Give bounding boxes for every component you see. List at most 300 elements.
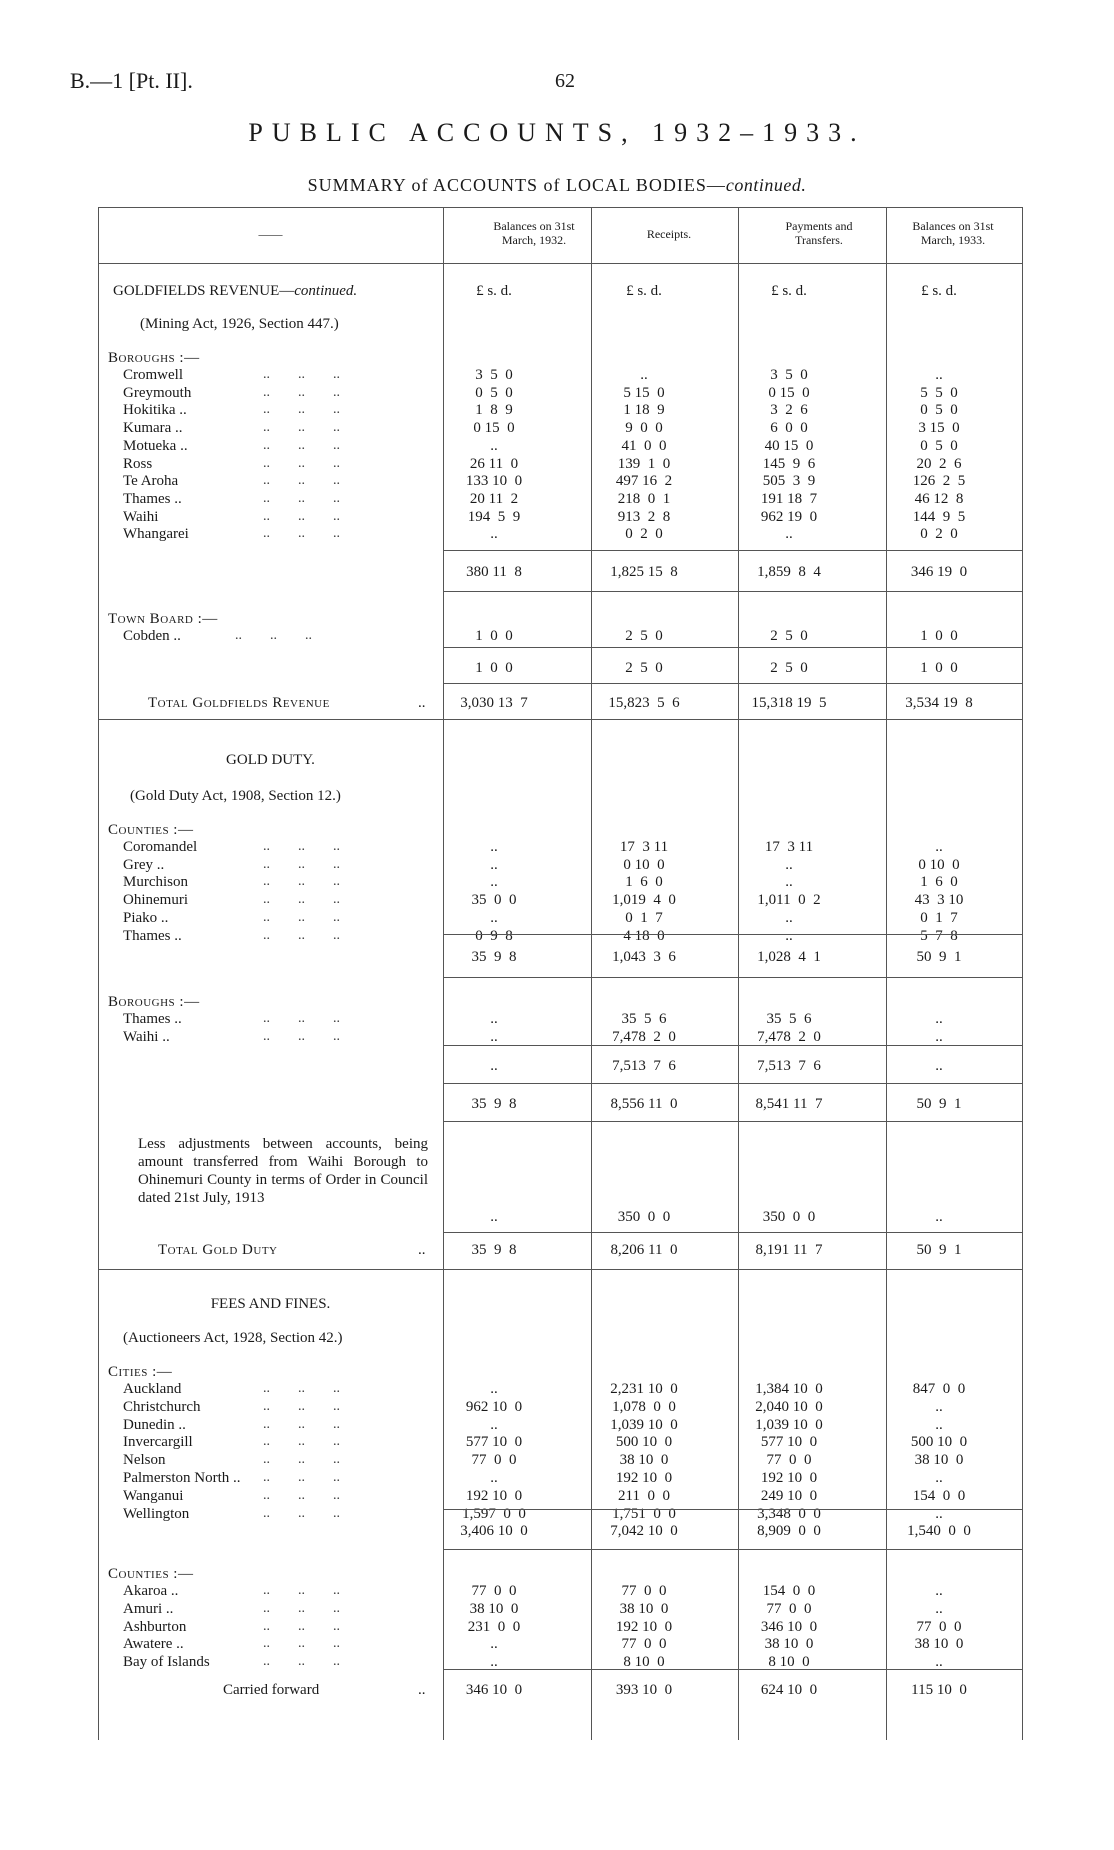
cell-c1: .. [490, 1028, 498, 1045]
cell-c2: 500 10 0 [615, 1434, 673, 1451]
cell-c1: .. [490, 1636, 498, 1653]
cell-c2: 1,751 0 0 [612, 1505, 676, 1522]
unit-label: £ s. d. [771, 283, 807, 299]
cell-c3: 7,478 2 0 [757, 1028, 821, 1045]
subtotal-c3: 1,859 8 4 [757, 564, 821, 580]
total-row [98, 694, 1023, 712]
row-name: Bay of Islands [123, 1654, 210, 1671]
table-row [98, 1451, 1023, 1469]
cell-c1: 133 10 0 [465, 473, 523, 490]
cell-c2: 9 0 0 [625, 420, 663, 437]
cell-c1: 231 0 0 [467, 1618, 521, 1635]
subtotal-row [98, 1057, 1023, 1075]
gold-duty-counties-label: Counties :— [108, 822, 194, 838]
total-c4: 3,534 19 8 [905, 695, 973, 711]
cell-c1: .. [490, 874, 498, 891]
cell-c3: 3 5 0 [770, 367, 808, 383]
cell-c1: 0 5 0 [475, 384, 513, 401]
table-row [98, 1582, 1023, 1600]
cell-c2: 1 18 9 [623, 402, 665, 419]
cell-c3: .. [785, 856, 793, 873]
cell-c4: 0 2 0 [920, 526, 958, 543]
cell-c2: 38 10 0 [619, 1452, 669, 1469]
cell-c4: .. [935, 839, 943, 855]
total-row [98, 1241, 1023, 1259]
cell-c2: 139 1 0 [617, 455, 671, 472]
cell-c1: 1,597 0 0 [462, 1505, 526, 1522]
cell-c2: 192 10 0 [615, 1470, 673, 1486]
cell-c3: 77 0 0 [766, 1452, 812, 1469]
table-row [98, 1010, 1023, 1028]
subtotal-c2: 2 5 0 [625, 660, 663, 676]
cell-c4: .. [935, 1654, 943, 1671]
row-name: Awatere .. [123, 1636, 184, 1653]
cell-c3: 505 3 9 [762, 473, 816, 490]
cell-c4: 154 0 0 [912, 1487, 966, 1504]
leader-dots: .. .. .. [228, 927, 340, 943]
cell-c3: 0 15 0 [768, 384, 810, 401]
leader-dots: .. .. .. [228, 508, 340, 524]
leader-dots: .. .. .. [228, 420, 340, 436]
subtotal-c1: 3,406 10 0 [460, 1523, 528, 1539]
leader-dots: .. .. .. [228, 874, 340, 890]
cell-c1: .. [490, 437, 498, 454]
cell-c4: 1 0 0 [920, 628, 958, 644]
leader-dots: .. .. .. [228, 1583, 340, 1598]
leader-dots: .. .. .. [228, 1011, 340, 1026]
carried-forward-label: Carried forward [223, 1682, 320, 1698]
combined-total-row [98, 1095, 1023, 1113]
subtotal-row [98, 1522, 1023, 1540]
cell-c3: .. [785, 927, 793, 944]
table-row [98, 419, 1023, 437]
cell-c2: 0 10 0 [623, 856, 665, 873]
table-rule [98, 263, 1023, 264]
table-row [98, 873, 1023, 891]
goldfields-heading-continued: continued. [294, 283, 358, 299]
row-name: Waihi .. [123, 1028, 170, 1045]
leader-dots: .. .. .. [228, 1434, 340, 1450]
cell-c1: .. [490, 1654, 498, 1671]
gold-duty-boroughs-label: Boroughs :— [108, 994, 200, 1010]
adjustment-row [98, 1208, 1023, 1226]
cell-c3: .. [785, 909, 793, 926]
page-title: PUBLIC ACCOUNTS, 1932–1933. [248, 118, 866, 147]
cell-c4: 43 3 10 [914, 892, 964, 909]
row-name: Grey .. [123, 856, 165, 873]
cell-c1: 962 10 0 [465, 1398, 523, 1415]
cell-c4: .. [935, 1470, 943, 1486]
leader-dots: .. .. .. [228, 628, 312, 643]
goldfields-total-label: Total Goldfields Revenue [148, 695, 330, 711]
table-rule [98, 207, 1023, 208]
leader-dots: .. .. .. [228, 1398, 340, 1414]
cell-c2: 913 2 8 [617, 508, 671, 525]
subtotal-c2: 1,043 3 6 [612, 949, 676, 965]
leader-dots: .. .. .. [228, 1618, 340, 1634]
cell-c1: 26 11 0 [469, 455, 519, 472]
adjustment-c4: .. [935, 1209, 943, 1225]
total-c2: 8,206 11 0 [610, 1242, 678, 1258]
subtotal-c2: 7,042 10 0 [610, 1523, 678, 1539]
row-name: Ohinemuri [123, 892, 188, 909]
adjustment-note: Less adjustments between accounts, being amount transferred from Waihi Borough to Ohinemuri County in terms of Order in Council dated 21st July, 1913 [138, 1136, 428, 1206]
cell-c4: 5 7 8 [920, 927, 958, 944]
subtotal-row [98, 563, 1023, 581]
cell-c3: 35 5 6 [766, 1011, 812, 1027]
section-rule [98, 1269, 1023, 1270]
table-row [98, 856, 1023, 874]
subtotal-c1: 380 11 8 [466, 564, 522, 580]
table-row [98, 1618, 1023, 1636]
subtotal-rule [443, 550, 1023, 551]
cell-c4: .. [935, 1028, 943, 1045]
column-header-blank: —— [258, 227, 283, 241]
goldfields-boroughs-label: Boroughs :— [108, 350, 200, 366]
leader-dots: .. .. .. [228, 455, 340, 471]
table-row [98, 927, 1023, 945]
subtotal-row [98, 659, 1023, 677]
goldfields-heading-text: GOLDFIELDS REVENUE— [113, 283, 295, 299]
subtotal-rule [443, 1121, 1023, 1122]
leader-dots: .. .. .. [228, 1654, 340, 1670]
combined-c4: 50 9 1 [916, 1096, 962, 1112]
leader-dots: .. .. .. [228, 839, 340, 854]
carried-c3: 624 10 0 [760, 1682, 818, 1698]
cell-c3: 577 10 0 [760, 1434, 818, 1451]
cell-c4: .. [935, 1011, 943, 1027]
subtotal-rule [443, 1083, 1023, 1084]
carried-rule [443, 1669, 1023, 1670]
cell-c2: 0 2 0 [625, 526, 663, 543]
subtotal-rule [443, 1509, 1023, 1510]
cell-c3: 8 10 0 [768, 1654, 810, 1671]
cell-c4: 0 1 7 [920, 909, 958, 926]
subtotal-c1: 1 0 0 [475, 660, 513, 676]
row-name: Thames .. [123, 490, 182, 507]
table-row [98, 508, 1023, 526]
row-name: Waihi [123, 508, 159, 525]
table-row [98, 401, 1023, 419]
cell-c4: 144 9 5 [912, 508, 966, 525]
cell-c3: 17 3 11 [764, 839, 814, 855]
cell-c1: 77 0 0 [471, 1452, 517, 1469]
table-row [98, 525, 1023, 543]
table-row [98, 437, 1023, 455]
carried-c1: 346 10 0 [465, 1682, 523, 1698]
column-header-balances-1932: Balances on 31st March, 1932. [493, 219, 575, 247]
cell-c3: 346 10 0 [760, 1618, 818, 1635]
combined-c3: 8,541 11 7 [755, 1096, 823, 1112]
leader-dots: .. [418, 1682, 426, 1698]
cell-c1: 577 10 0 [465, 1434, 523, 1451]
cell-c3: 192 10 0 [760, 1470, 818, 1486]
row-name: Piako .. [123, 909, 169, 926]
cities-label: Cities :— [108, 1364, 173, 1380]
leader-dots: .. .. .. [228, 473, 340, 489]
unit-label: £ s. d. [626, 283, 662, 299]
leader-dots: .. .. .. [228, 1381, 340, 1396]
table-row [98, 455, 1023, 473]
row-name: Te Aroha [123, 473, 179, 490]
adjustment-c3: 350 0 0 [762, 1209, 816, 1225]
subtotal-rule [443, 647, 1023, 648]
leader-dots: .. .. .. [228, 1470, 340, 1485]
subtotal-c3: 1,028 4 1 [757, 949, 821, 965]
cell-c4: 20 2 6 [916, 455, 962, 472]
cell-c2: 1,078 0 0 [612, 1398, 676, 1415]
carried-c4: 115 10 0 [911, 1682, 967, 1698]
document-reference: B.—1 [Pt. II]. [70, 68, 193, 93]
page-subtitle [0, 175, 1114, 196]
row-name: Amuri .. [123, 1600, 174, 1617]
cell-c2: 8 10 0 [623, 1654, 665, 1671]
cell-c3: 249 10 0 [760, 1487, 818, 1504]
leader-dots: .. .. .. [228, 1028, 340, 1044]
cell-c2: 0 1 7 [625, 909, 663, 926]
subtotal-c4: .. [935, 1058, 943, 1074]
cell-c4: .. [935, 1600, 943, 1617]
cell-c1: 38 10 0 [469, 1600, 519, 1617]
subtotal-c3: 2 5 0 [770, 660, 808, 676]
cell-c4: 847 0 0 [912, 1381, 966, 1397]
cell-c2: .. [640, 367, 648, 383]
cell-c4: 0 10 0 [918, 856, 960, 873]
cell-c2: 2 5 0 [625, 628, 663, 644]
cell-c4: 1 6 0 [920, 874, 958, 891]
cell-c1: .. [490, 839, 498, 855]
cell-c4: .. [935, 367, 943, 383]
subtotal-rule [443, 977, 1023, 978]
cell-c3: 38 10 0 [764, 1636, 814, 1653]
section-heading-row [98, 282, 1023, 300]
combined-c2: 8,556 11 0 [610, 1096, 678, 1112]
cell-c4: 38 10 0 [914, 1636, 964, 1653]
cell-c2: 1 6 0 [625, 874, 663, 891]
row-name: Thames .. [123, 927, 182, 944]
cell-c4: 0 5 0 [920, 437, 958, 454]
cell-c2: 1,019 4 0 [612, 892, 676, 909]
cell-c1: 1 0 0 [475, 628, 513, 644]
cell-c2: 35 5 6 [621, 1011, 667, 1027]
row-name: Ashburton [123, 1618, 187, 1635]
cell-c1: .. [490, 526, 498, 543]
row-name: Dunedin .. [123, 1416, 186, 1433]
cell-c3: .. [785, 526, 793, 543]
row-name: Wellington [123, 1505, 190, 1522]
subtotal-row [98, 948, 1023, 966]
fees-counties-label: Counties :— [108, 1566, 194, 1582]
table-row [98, 1505, 1023, 1523]
cell-c1: 35 0 0 [471, 892, 517, 909]
unit-label: £ s. d. [921, 283, 957, 299]
row-name: Whangarei [123, 526, 189, 543]
leader-dots: .. .. .. [228, 909, 340, 925]
subtotal-c4: 50 9 1 [916, 949, 962, 965]
total-rule [443, 683, 1023, 684]
leader-dots: .. .. .. [228, 1505, 340, 1521]
table-row [98, 1469, 1023, 1487]
cell-c1: .. [490, 1011, 498, 1027]
table-row [98, 1433, 1023, 1451]
cell-c2: 17 3 11 [619, 839, 669, 855]
table-row [98, 1635, 1023, 1653]
cell-c1: 194 5 9 [467, 508, 521, 525]
table-row [98, 472, 1023, 490]
goldfields-heading [113, 282, 357, 300]
cell-c3: 191 18 7 [760, 490, 818, 507]
row-name: Thames .. [123, 1011, 182, 1027]
cell-c3: 40 15 0 [764, 437, 814, 454]
cell-c1: .. [490, 1470, 498, 1486]
section-rule [98, 719, 1023, 720]
cell-c3: 962 19 0 [760, 508, 818, 525]
cell-c1: .. [490, 856, 498, 873]
subtotal-c2: 1,825 15 8 [610, 564, 678, 580]
unit-label: £ s. d. [476, 283, 512, 299]
cell-c1: 1 8 9 [475, 402, 513, 419]
cell-c2: 211 0 0 [618, 1487, 670, 1504]
cell-c3: 3,348 0 0 [757, 1505, 821, 1522]
table-row [98, 1380, 1023, 1398]
cell-c3: 145 9 6 [762, 455, 816, 472]
adjustment-c1: .. [490, 1209, 498, 1225]
leader-dots: .. .. .. [228, 402, 340, 418]
cell-c3: 1,011 0 2 [757, 892, 821, 909]
leader-dots: .. .. .. [228, 1600, 340, 1616]
cell-c4: 77 0 0 [916, 1618, 962, 1635]
table-row [98, 384, 1023, 402]
table-row [98, 1600, 1023, 1618]
cell-c4: 0 5 0 [920, 402, 958, 419]
gold-duty-act: (Gold Duty Act, 1908, Section 12.) [130, 788, 341, 804]
row-name: Murchison [123, 874, 188, 891]
combined-c1: 35 9 8 [471, 1096, 517, 1112]
subtotal-c3: 8,909 0 0 [757, 1523, 821, 1539]
leader-dots: .. [418, 1242, 426, 1258]
leader-dots: .. .. .. [228, 437, 340, 453]
gold-duty-total-label: Total Gold Duty [158, 1242, 278, 1258]
cell-c4: 5 5 0 [920, 384, 958, 401]
row-name: Kumara .. [123, 420, 183, 437]
cell-c2: 41 0 0 [621, 437, 667, 454]
total-c1: 3,030 13 7 [460, 695, 528, 711]
cell-c1: .. [490, 1416, 498, 1433]
subtotal-c1: .. [490, 1058, 498, 1074]
subtotal-c4: 1 0 0 [920, 660, 958, 676]
subtotal-rule [443, 1045, 1023, 1046]
table-row [98, 490, 1023, 508]
cell-c1: .. [490, 1381, 498, 1397]
cell-c1: 20 11 2 [469, 490, 519, 507]
page-number: 62 [555, 70, 575, 92]
cell-c2: 5 15 0 [623, 384, 665, 401]
table-row [98, 838, 1023, 856]
column-header-balances-1933: Balances on 31st March, 1933. [912, 219, 994, 247]
cell-c4: 46 12 8 [914, 490, 964, 507]
table-row [98, 1398, 1023, 1416]
total-c3: 15,318 19 5 [751, 695, 827, 711]
leader-dots: .. .. .. [228, 1416, 340, 1432]
goldfields-act: (Mining Act, 1926, Section 447.) [140, 316, 339, 332]
subtotal-c4: 1,540 0 0 [907, 1523, 971, 1539]
total-c2: 15,823 5 6 [608, 695, 680, 711]
leader-dots: .. .. .. [228, 526, 340, 542]
cell-c2: 77 0 0 [621, 1583, 667, 1599]
leader-dots: .. .. .. [228, 490, 340, 506]
cell-c2: 2,231 10 0 [610, 1381, 678, 1397]
row-name: Cobden .. [123, 628, 181, 644]
leader-dots: .. .. .. [228, 892, 340, 908]
table-row [98, 1416, 1023, 1434]
subtotal-c2: 7,513 7 6 [612, 1058, 676, 1074]
cell-c3: .. [785, 874, 793, 891]
row-name: Ross [123, 455, 153, 472]
total-c4: 50 9 1 [916, 1242, 962, 1258]
leader-dots: .. .. .. [228, 1636, 340, 1652]
cell-c2: 192 10 0 [615, 1618, 673, 1635]
fees-fines-act: (Auctioneers Act, 1928, Section 42.) [123, 1330, 343, 1346]
cell-c3: 2,040 10 0 [755, 1398, 823, 1415]
cell-c3: 77 0 0 [766, 1600, 812, 1617]
gold-duty-heading: GOLD DUTY. [226, 752, 315, 768]
fees-fines-heading: FEES AND FINES. [210, 1296, 331, 1312]
row-name: Cromwell [123, 367, 183, 383]
cell-c1: 77 0 0 [471, 1583, 517, 1599]
row-name: Akaroa .. [123, 1583, 179, 1599]
cell-c2: 77 0 0 [621, 1636, 667, 1653]
cell-c4: .. [935, 1416, 943, 1433]
cell-c1: 192 10 0 [465, 1487, 523, 1504]
cell-c2: 218 0 1 [617, 490, 671, 507]
cell-c2: 1,039 10 0 [610, 1416, 678, 1433]
cell-c2: 4 18 0 [623, 927, 665, 944]
cell-c4: 38 10 0 [914, 1452, 964, 1469]
cell-c4: .. [935, 1505, 943, 1522]
row-name: Auckland [123, 1381, 182, 1397]
total-c1: 35 9 8 [471, 1242, 517, 1258]
column-header-receipts: Receipts. [646, 227, 692, 241]
cell-c4: 3 15 0 [918, 420, 960, 437]
cell-c3: 3 2 6 [770, 402, 808, 419]
cell-c1: 0 9 8 [475, 927, 513, 944]
cell-c3: 6 0 0 [770, 420, 808, 437]
leader-dots: .. .. .. [228, 384, 340, 400]
carried-forward-row [98, 1681, 1023, 1699]
subtotal-c1: 35 9 8 [471, 949, 517, 965]
carried-c2: 393 10 0 [615, 1682, 673, 1698]
table-row [98, 891, 1023, 909]
total-c3: 8,191 11 7 [755, 1242, 823, 1258]
table-row [98, 1487, 1023, 1505]
subtotal-rule [443, 1549, 1023, 1550]
row-name: Hokitika .. [123, 402, 187, 419]
cell-c1: 0 15 0 [473, 420, 515, 437]
adjustment-c2: 350 0 0 [617, 1209, 671, 1225]
cell-c3: 1,384 10 0 [755, 1381, 823, 1397]
subtitle-continued: continued. [725, 175, 807, 195]
town-board-label: Town Board :— [108, 611, 218, 627]
cell-c2: 497 16 2 [615, 473, 673, 490]
leader-dots: .. .. .. [228, 856, 340, 872]
leader-dots: .. .. .. [228, 1452, 340, 1468]
row-name: Wanganui [123, 1487, 184, 1504]
cell-c4: .. [935, 1398, 943, 1415]
subtitle-main: SUMMARY of ACCOUNTS of LOCAL BODIES— [307, 175, 726, 195]
table-row [98, 1028, 1023, 1046]
subtotal-c4: 346 19 0 [910, 564, 968, 580]
subtotal-rule [443, 934, 1023, 935]
